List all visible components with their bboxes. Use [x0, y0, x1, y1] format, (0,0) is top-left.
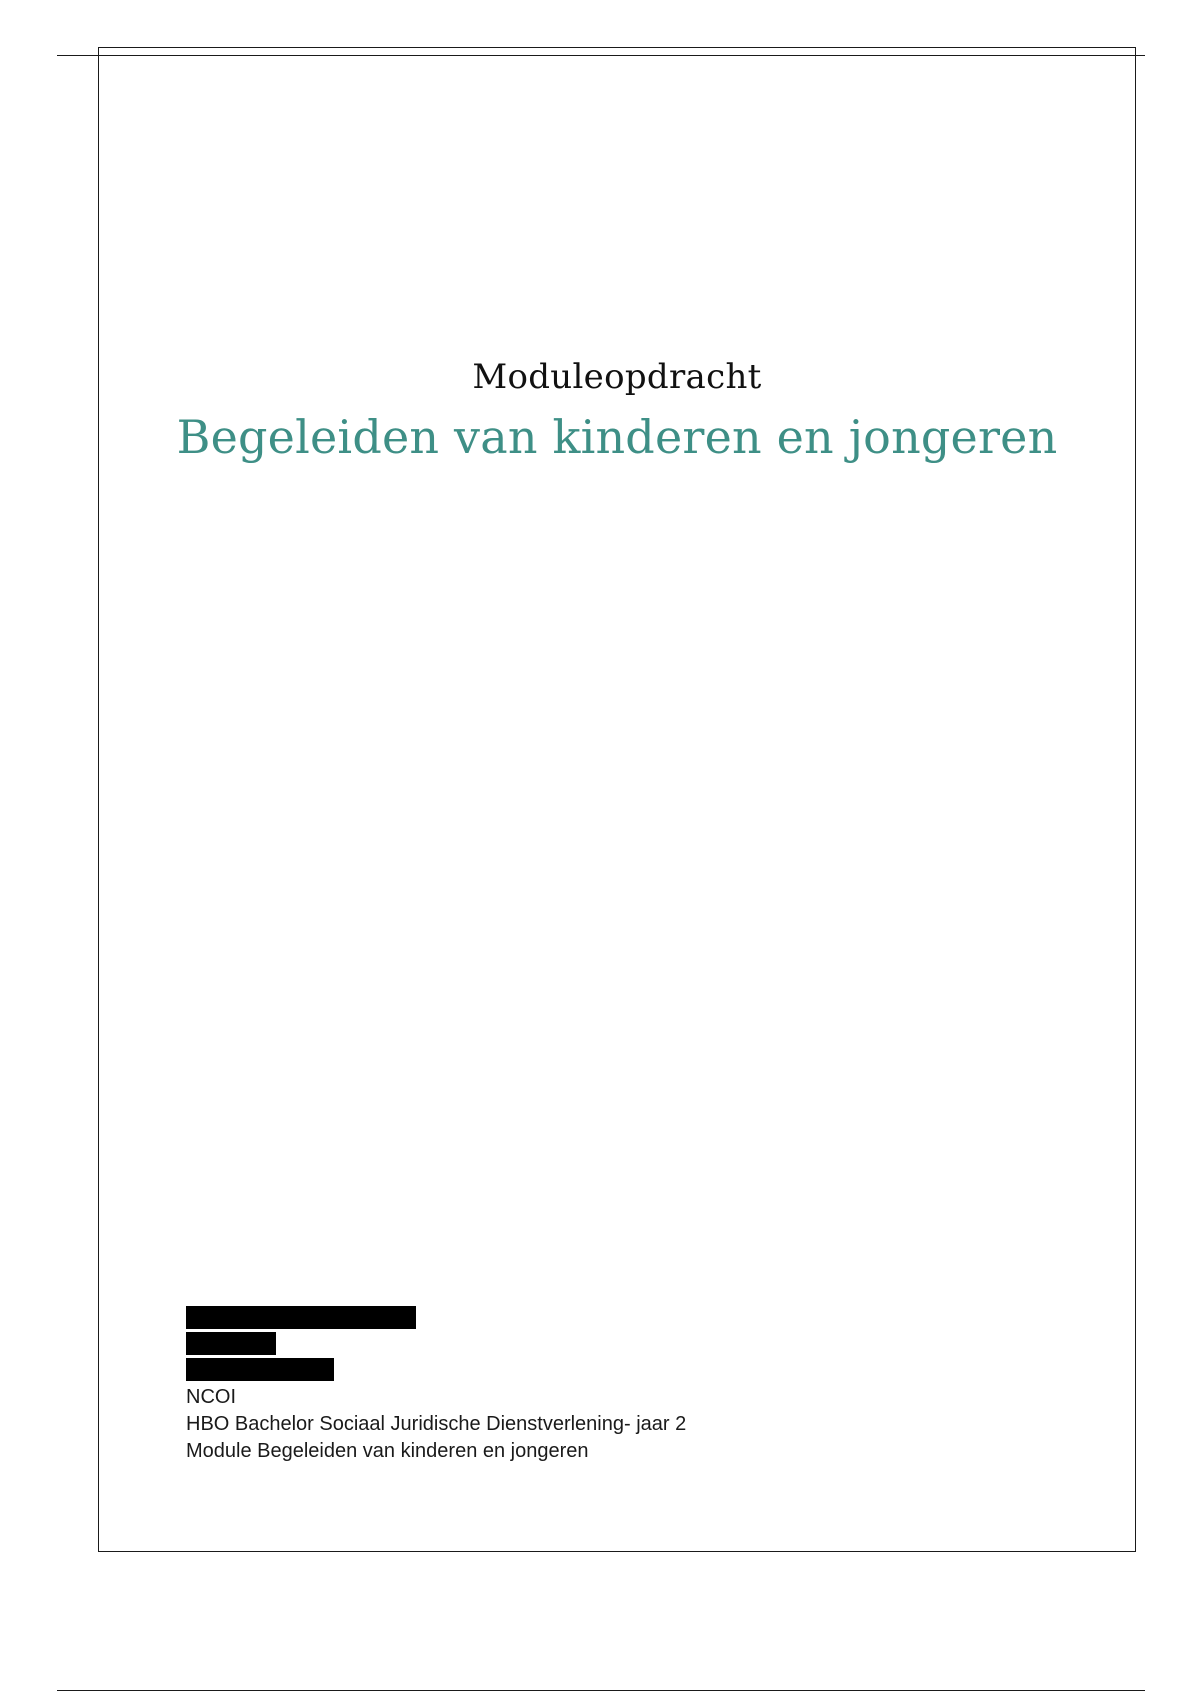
document-title: Begeleiden van kinderen en jongeren	[176, 410, 1058, 464]
document-kicker: Moduleopdracht	[472, 357, 762, 397]
redacted-student-number	[186, 1332, 276, 1355]
redacted-author-name	[186, 1306, 416, 1329]
author-info-block	[186, 1306, 686, 1465]
title-block	[98, 355, 1136, 467]
program-name: HBO Bachelor Sociaal Juridische Dienstverlening- jaar 2	[186, 1413, 687, 1435]
institution-name: NCOI	[186, 1386, 236, 1408]
module-name: Module Begeleiden van kinderen en jongeren	[186, 1440, 589, 1462]
footer-rule	[57, 1690, 1145, 1691]
redacted-date	[186, 1358, 334, 1381]
